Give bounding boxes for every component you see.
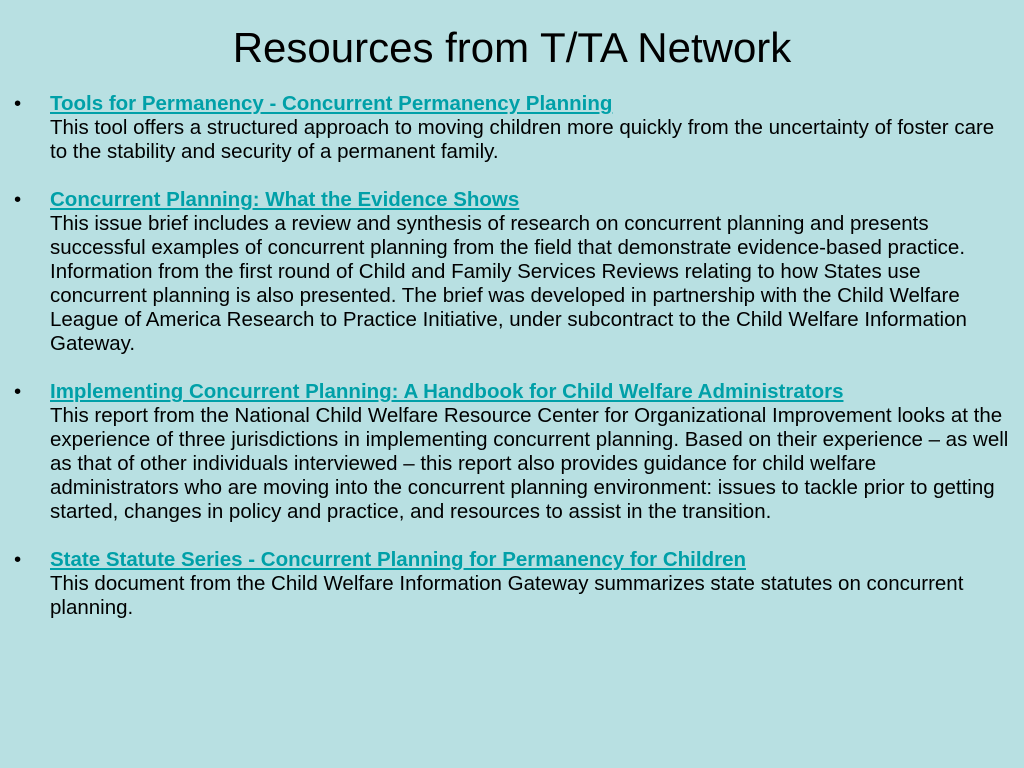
resource-link-implementing-handbook[interactable]: Implementing Concurrent Planning: A Handbook for Child Welfare Administrators bbox=[50, 380, 844, 403]
resource-description: This tool offers a structured approach to moving children more quickly from the uncertainty of foster care to the stability and security of a permanent family. bbox=[50, 116, 995, 163]
resource-link-evidence-shows[interactable]: Concurrent Planning: What the Evidence Shows bbox=[50, 188, 520, 211]
resource-description: This report from the National Child Welfare Resource Center for Organizational Improvement looks at the experience of three jurisdictions in implementing concurrent planning. Based on their experience – as well as that of other individuals interviewed – this report also provides guidance for child welfare administrators who are moving into the concurrent planning environment: issues to tackle prior to getting started, changes in policy and practice, and resources to assist in the transition. bbox=[50, 404, 1009, 523]
list-item bbox=[14, 380, 1010, 524]
bullet: • bbox=[14, 380, 22, 403]
slide-title: Resources from T/TA Network bbox=[232, 24, 792, 71]
list-item bbox=[14, 188, 1010, 356]
resource-description: This document from the Child Welfare Information Gateway summarizes state statutes on concurrent planning. bbox=[50, 572, 964, 619]
resource-description: This issue brief includes a review and synthesis of research on concurrent planning and presents successful examples of concurrent planning from the field that demonstrate evidence-based practice. Information from the first round of Child and Family Services Reviews relating to how States use concurrent planning is also presented. The brief was developed in partnership with the Child Welfare League of America Research to Practice Initiative, under subcontract to the Child Welfare Information Gateway. bbox=[50, 212, 967, 355]
bullet: • bbox=[14, 548, 22, 571]
bullet: • bbox=[14, 188, 22, 211]
resource-list bbox=[14, 92, 1010, 644]
resource-link-tools-for-permanency[interactable]: Tools for Permanency - Concurrent Permanency Planning bbox=[50, 92, 613, 115]
bullet: • bbox=[14, 92, 22, 115]
list-item bbox=[14, 548, 1010, 620]
list-item bbox=[14, 92, 1010, 164]
resource-link-state-statute-series[interactable]: State Statute Series - Concurrent Planning for Permanency for Children bbox=[50, 548, 746, 571]
